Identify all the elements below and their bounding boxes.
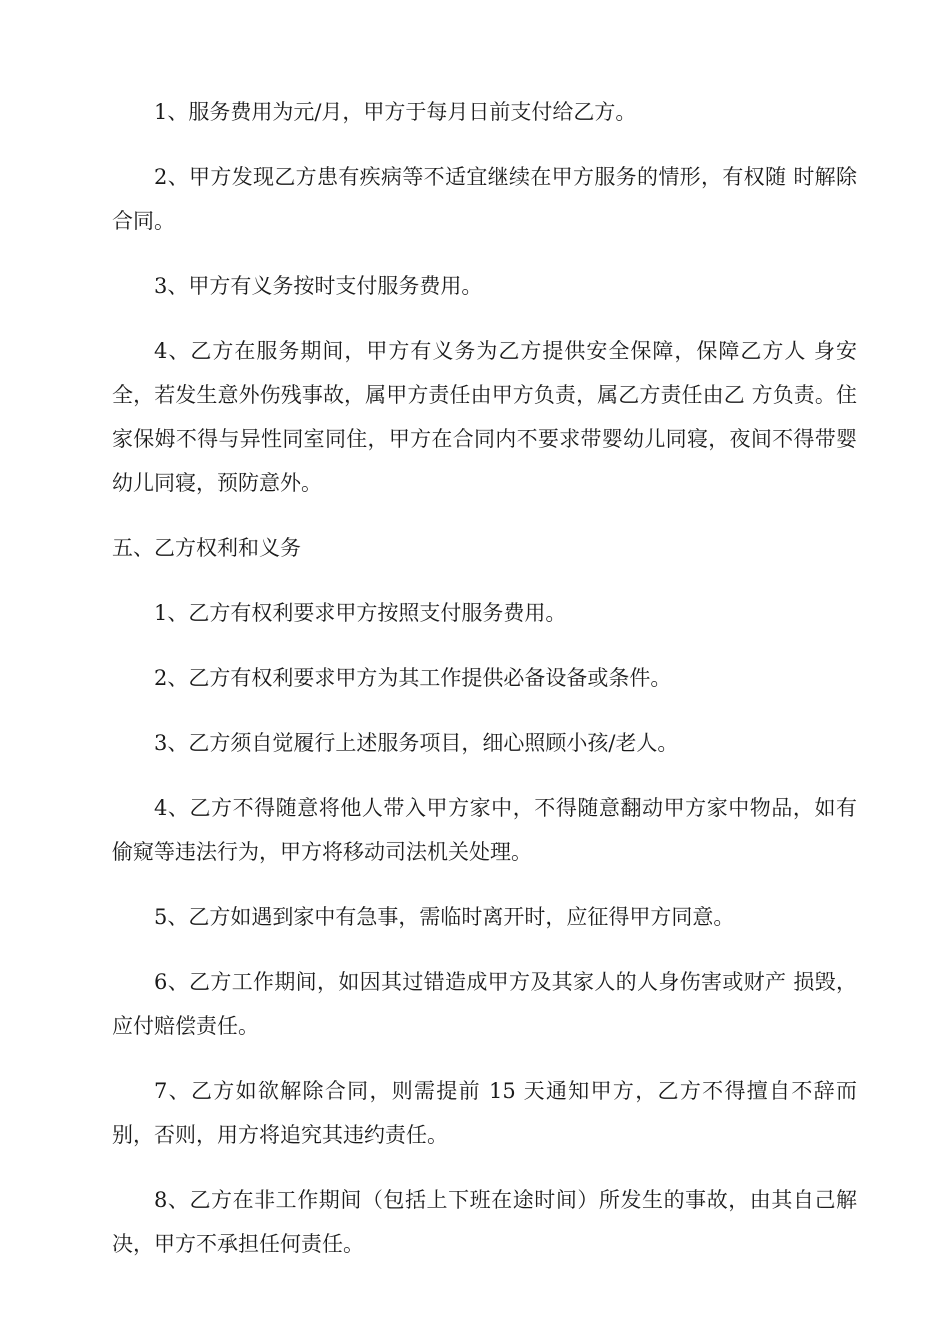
- paragraph-b-off-duty-accidents: 8、乙方在非工作期间（包括上下班在途时间）所发生的事故，由其自己解决，甲方不承担任何责任。: [112, 1188, 857, 1256]
- paragraph-pay-duty: 3、甲方有义务按时支付服务费用。: [154, 274, 483, 298]
- paragraph-b-termination-notice: 7、乙方如欲解除合同，则需提前 15 天通知甲方，乙方不得擅自不辞而别，否则，用方将追究其违约责任。: [112, 1079, 857, 1147]
- paragraph-fee: 1、服务费用为元/月，甲方于每月日前支付给乙方。: [154, 100, 637, 124]
- paragraph-b-no-visitors: 4、乙方不得随意将他人带入甲方家中，不得随意翻动甲方家中物品，如有偷窥等违法行为，甲方将移动司法机关处理。: [112, 796, 857, 864]
- paragraph-b-right-payment: 1、乙方有权利要求甲方按照支付服务费用。: [154, 601, 567, 625]
- paragraph-safety: 4、乙方在服务期间，甲方有义务为乙方提供安全保障，保障乙方人 身安全，若发生意外伤残事故，属甲方责任由甲方负责，属乙方责任由乙 方负责。住家保姆不得与异性同室同住，甲方在合同内不要求带婴幼儿同寝，夜间不得带婴幼儿同寝，预防意外。: [112, 339, 857, 495]
- paragraph-b-emergency: 5、乙方如遇到家中有急事，需临时离开时，应征得甲方同意。: [154, 905, 735, 929]
- paragraph-b-compensation: 6、乙方工作期间，如因其过错造成甲方及其家人的人身伤害或财产 损毁，应付赔偿责任。: [112, 970, 857, 1038]
- section-heading-party-b: 五、乙方权利和义务: [112, 536, 301, 560]
- paragraph-b-duty-care: 3、乙方须自觉履行上述服务项目，细心照顾小孩/老人。: [154, 731, 679, 755]
- document-body: [112, 90, 857, 1287]
- paragraph-b-right-equipment: 2、乙方有权利要求甲方为其工作提供必备设备或条件。: [154, 666, 672, 690]
- paragraph-illness-termination: 2、甲方发现乙方患有疾病等不适宜继续在甲方服务的情形，有权随 时解除合同。: [112, 165, 857, 233]
